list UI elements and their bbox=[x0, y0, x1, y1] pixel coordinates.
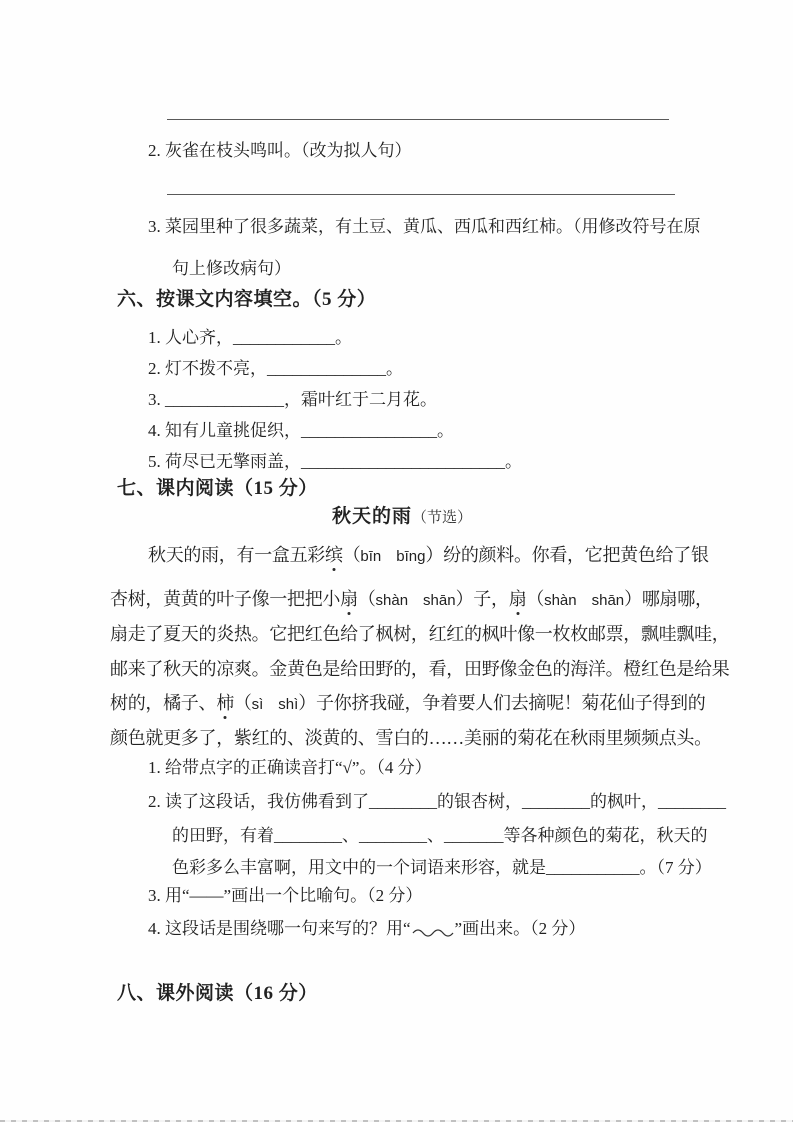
reading-question-2-line3: 色彩多么丰富啊，用文中的一个词语来形容，就是___________。（7 分） bbox=[172, 858, 712, 877]
reading-question-2-line1: 2. 读了这段话，我仿佛看到了________的银杏树，________的枫叶，________ bbox=[148, 792, 726, 811]
passage-line bbox=[148, 543, 709, 569]
passage-text: ）子你挤我碰，争着要人们去摘呢！菊花仙子得到的 bbox=[298, 693, 706, 713]
section-six-heading: 六、按课文内容填空。（5 分） bbox=[117, 289, 377, 310]
fill-blank-item-3: 3. ______________，霜叶红于二月花。 bbox=[148, 390, 437, 409]
pinyin-options: bīn bīng bbox=[360, 548, 426, 565]
passage-text: 邮来了秋天的凉爽。金黄色是给田野的，看，田野像金色的海洋。橙红色是给果 bbox=[110, 659, 730, 679]
passage-title bbox=[332, 505, 472, 530]
passage-line bbox=[110, 691, 705, 717]
passage-text: ）纷的颜料。你看，它把黄色给了银 bbox=[425, 545, 709, 565]
reading-question-4-suffix: ”画出来。（2 分） bbox=[454, 919, 586, 938]
section-seven-heading: 七、课内阅读（15 分） bbox=[117, 478, 318, 499]
fill-blank-item-5: 5. 荷尽已无擎雨盖，________________________。 bbox=[148, 452, 522, 471]
reading-question-2-line2: 的田野，有着________、________、_______等各种颜色的菊花，秋天的 bbox=[172, 826, 708, 845]
passage-title-note: （节选） bbox=[412, 510, 473, 526]
passage-text: （ bbox=[526, 589, 545, 609]
passage-text: 杏树，黄黄的叶子像一把把小 bbox=[110, 589, 341, 609]
answer-line bbox=[167, 194, 675, 195]
passage-text: 颜色就更多了，紫红的、淡黄的、雪白的……美丽的菊花在秋雨里频频点头。 bbox=[110, 728, 712, 748]
reading-question-4 bbox=[148, 917, 585, 941]
passage-text: ）子， bbox=[455, 589, 509, 609]
revise-sentence-item-3-line1: 3. 菜园里种了很多蔬菜，有土豆、黄瓜、西瓜和西红柿。（用修改符号在原 bbox=[148, 217, 701, 236]
passage-title-text: 秋天的雨 bbox=[332, 506, 413, 527]
passage-text: ）哪扇哪， bbox=[624, 589, 713, 609]
reading-question-4-prefix: 4. 这段话是围绕哪一句来写的？用“ bbox=[148, 919, 411, 938]
rewrite-sentence-item-2: 2. 灰雀在枝头鸣叫。（改为拟人句） bbox=[148, 141, 412, 160]
wavy-line-mark bbox=[412, 927, 454, 937]
pinyin-options: sì shì bbox=[251, 696, 299, 713]
pinyin-options: shàn shān bbox=[375, 592, 456, 609]
passage-text: （ bbox=[233, 693, 252, 713]
passage-text: 扇走了夏天的炎热。它把红色给了枫树，红红的枫叶像一枚枚邮票，飘哇飘哇， bbox=[110, 624, 730, 644]
dotted-character: 扇 bbox=[340, 589, 358, 609]
passage-line bbox=[110, 657, 730, 681]
fill-blank-item-2: 2. 灯不拨不亮，______________。 bbox=[148, 359, 403, 378]
fill-blank-item-1: 1. 人心齐，____________。 bbox=[148, 328, 352, 347]
passage-line bbox=[110, 587, 713, 613]
dotted-character: 缤 bbox=[325, 545, 343, 565]
pinyin-options: shàn shān bbox=[544, 592, 625, 609]
passage-text: 树的，橘子、 bbox=[110, 693, 217, 713]
passage-text: （ bbox=[342, 545, 361, 565]
reading-question-3: 3. 用“——”画出一个比喻句。（2 分） bbox=[148, 886, 423, 905]
dotted-character: 柿 bbox=[216, 693, 234, 713]
section-eight-heading: 八、课外阅读（16 分） bbox=[117, 983, 318, 1004]
answer-line bbox=[167, 119, 669, 120]
revise-sentence-item-3-line2: 句上修改病句） bbox=[172, 259, 291, 278]
fill-blank-item-4: 4. 知有儿童挑促织，________________。 bbox=[148, 421, 454, 440]
passage-line bbox=[110, 622, 730, 646]
passage-text: 秋天的雨，有一盒五彩 bbox=[148, 545, 325, 565]
passage-line bbox=[110, 726, 712, 750]
reading-question-1: 1. 给带点字的正确读音打“√”。（4 分） bbox=[148, 758, 432, 777]
passage-text: （ bbox=[357, 589, 376, 609]
dotted-character: 扇 bbox=[508, 589, 527, 609]
